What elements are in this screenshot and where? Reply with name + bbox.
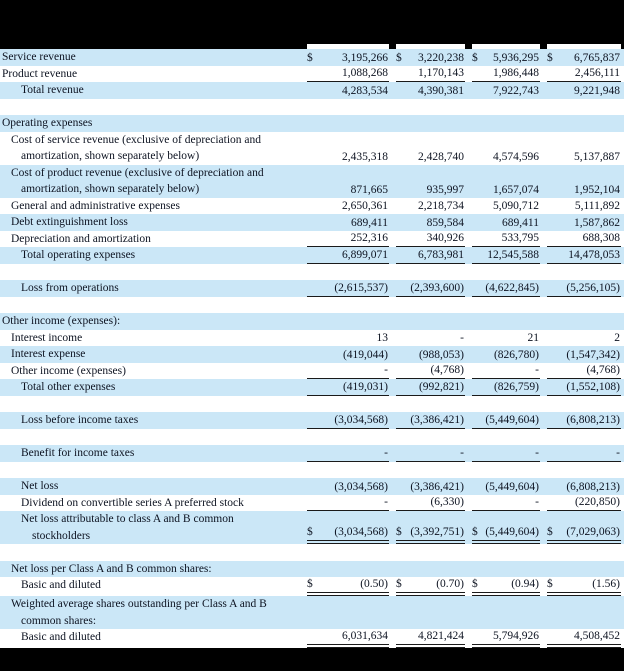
dollar-sign: $ [472, 51, 478, 64]
value-text: (3,386,421) [410, 413, 464, 426]
value-text: 5,794,926 [493, 630, 539, 642]
value-text: 2,435,318 [342, 150, 388, 163]
row-label [0, 231, 300, 248]
table-row [0, 280, 624, 297]
value-cell [547, 248, 621, 264]
value-cell [396, 413, 465, 429]
value-cell [396, 480, 465, 495]
value-text: 2,218,734 [418, 200, 464, 212]
table-row [0, 231, 624, 248]
value-cell [472, 413, 540, 429]
value-text: 1,986,448 [493, 67, 539, 79]
value-cell [307, 281, 389, 297]
table-row [0, 379, 624, 396]
row-label [0, 596, 621, 629]
row-label-line: Other income (expenses): [2, 315, 121, 327]
value-cell [472, 51, 540, 66]
row-label [0, 412, 300, 429]
value-cell [307, 84, 389, 99]
value-cell [396, 183, 465, 198]
table-row [0, 214, 624, 231]
value-text: 9,221,948 [574, 84, 620, 97]
row-label [0, 577, 300, 596]
row-label-line: Basic and diluted [21, 631, 101, 643]
value-text: (4,622,845) [485, 281, 539, 294]
value-cell [547, 348, 621, 363]
dollar-sign: $ [307, 578, 313, 590]
row-label [0, 495, 300, 512]
row-label [0, 363, 300, 380]
value-cell [472, 216, 540, 231]
value-text: (3,386,421) [410, 480, 464, 493]
spacer-row [0, 99, 624, 116]
value-cell [396, 231, 465, 247]
value-cell [547, 150, 621, 165]
row-label-line: Net loss attributable to class A and B common [21, 513, 234, 525]
value-text: (4,768) [586, 364, 620, 376]
value-cell [396, 348, 465, 363]
value-cell [307, 413, 389, 429]
dollar-sign: $ [472, 526, 478, 538]
value-cell [472, 248, 540, 264]
row-label [0, 49, 300, 66]
value-cell [307, 150, 389, 165]
dollar-sign: $ [547, 526, 553, 538]
value-text: (826,780) [493, 348, 539, 361]
value-cell [547, 216, 621, 231]
row-label-line: General and administrative expenses [11, 199, 180, 212]
value-text: (1,547,342) [566, 348, 620, 361]
value-cell [396, 150, 465, 165]
value-cell [396, 331, 465, 346]
value-cell [396, 281, 465, 297]
value-text: (992,821) [418, 380, 464, 393]
table-row [0, 363, 624, 380]
value-text: 689,411 [502, 216, 539, 229]
value-text: 6,783,981 [418, 248, 464, 261]
dollar-sign: $ [307, 526, 313, 538]
value-text: 859,584 [426, 216, 464, 229]
row-label [0, 165, 300, 198]
value-cell [547, 480, 621, 495]
value-cell [472, 495, 540, 511]
value-text: 688,308 [582, 232, 620, 244]
value-cell [396, 629, 465, 648]
value-cell [396, 66, 465, 82]
value-cell [307, 480, 389, 495]
value-cell [396, 216, 465, 231]
value-cell [472, 231, 540, 247]
row-label-line: Service revenue [2, 51, 76, 63]
value-cell [547, 363, 621, 379]
value-cell [472, 348, 540, 363]
table-row [0, 313, 624, 330]
value-text: 5,936,295 [493, 51, 539, 64]
value-text: 1,170,143 [418, 67, 464, 79]
value-cell [547, 231, 621, 247]
value-text: (220,850) [574, 496, 620, 508]
value-cell [307, 199, 389, 214]
row-label-line: Benefit for income taxes [21, 447, 135, 459]
spacer-row [0, 429, 624, 446]
dollar-sign: $ [547, 51, 553, 64]
value-cell [472, 629, 540, 648]
value-cell [396, 248, 465, 264]
row-label-line: amortization, shown separately below) [21, 183, 200, 195]
value-text: - [460, 332, 464, 344]
value-cell [472, 525, 540, 544]
value-text: 5,137,887 [574, 150, 620, 163]
value-cell [307, 525, 389, 544]
row-label [0, 445, 300, 462]
value-text: 252,316 [350, 232, 388, 244]
value-cell [547, 525, 621, 544]
value-text: 935,997 [426, 183, 464, 196]
value-text: (4,768) [430, 364, 464, 376]
income-statement-table [0, 49, 624, 648]
row-label [0, 629, 300, 648]
table-row [0, 629, 624, 648]
value-text: (0.50) [360, 578, 388, 590]
value-cell [547, 495, 621, 511]
value-text: - [384, 496, 388, 508]
value-cell [472, 480, 540, 495]
row-label-line: Total operating expenses [21, 249, 136, 261]
table-row [0, 49, 624, 66]
row-label [0, 561, 621, 578]
value-text: 1,657,074 [493, 183, 539, 196]
row-label-line: Product revenue [2, 67, 78, 80]
value-text: (5,449,604) [485, 480, 539, 493]
table-row [0, 115, 624, 132]
value-text: (1,552,108) [566, 380, 620, 393]
value-text: (826,759) [493, 380, 539, 393]
row-label [0, 478, 300, 495]
value-text: - [535, 446, 539, 459]
row-label [0, 346, 300, 363]
value-cell [547, 629, 621, 648]
value-cell [307, 231, 389, 247]
table-row [0, 596, 624, 629]
row-label [0, 379, 300, 396]
value-text: 689,411 [351, 216, 388, 229]
dollar-sign: $ [472, 578, 478, 590]
value-cell [396, 495, 465, 511]
value-cell [547, 281, 621, 297]
value-cell [547, 66, 621, 82]
value-text: 4,390,381 [418, 84, 464, 97]
value-text: 1,587,862 [574, 216, 620, 229]
value-text: (1.56) [592, 578, 620, 590]
dollar-sign: $ [547, 578, 553, 590]
spacer-row [0, 297, 624, 314]
value-text: (6,330) [430, 496, 464, 508]
spacer-row [0, 544, 624, 561]
value-cell [472, 150, 540, 165]
value-text: (0.70) [436, 578, 464, 590]
value-text: 340,926 [426, 232, 464, 244]
row-label [0, 214, 300, 231]
row-label-line: Total other expenses [21, 381, 116, 393]
value-text: 21 [527, 332, 539, 344]
value-text: 5,090,712 [493, 200, 539, 212]
row-label [0, 198, 300, 215]
value-text: 2,428,740 [418, 150, 464, 163]
dollar-sign: $ [396, 578, 402, 590]
value-text: - [535, 496, 539, 508]
value-text: 14,478,053 [568, 248, 620, 261]
value-text: - [535, 364, 539, 376]
table-row [0, 82, 624, 99]
value-text: (6,808,213) [566, 480, 620, 493]
value-text: 1,952,104 [574, 183, 620, 196]
table-row [0, 66, 624, 83]
row-label [0, 247, 300, 264]
row-label-line: Loss before income taxes [21, 414, 139, 426]
table-row [0, 445, 624, 462]
row-label [0, 313, 621, 330]
value-text: 871,665 [350, 183, 388, 196]
spacer-row [0, 396, 624, 413]
row-label-line: Depreciation and amortization [11, 232, 151, 245]
row-label-line: stockholders [32, 529, 91, 542]
row-label [0, 115, 621, 132]
value-text: (0.94) [511, 578, 539, 590]
value-cell [396, 446, 465, 462]
value-cell [396, 51, 465, 66]
value-cell [307, 446, 389, 462]
value-text: (7,029,063) [566, 526, 620, 538]
row-label-line: Loss from operations [21, 282, 119, 294]
value-text: 4,821,424 [418, 630, 464, 642]
value-cell [307, 216, 389, 231]
row-label [0, 132, 300, 165]
row-label-line: amortization, shown separately below) [21, 150, 200, 162]
row-label-line: Net loss per Class A and B common shares: [11, 562, 212, 575]
value-text: (988,053) [418, 348, 464, 361]
value-text: - [384, 446, 388, 459]
value-text: 13 [376, 332, 388, 344]
value-text: 6,765,837 [574, 51, 620, 64]
value-text: (6,808,213) [566, 413, 620, 426]
row-label [0, 330, 300, 347]
table-row [0, 412, 624, 429]
value-text: 533,795 [501, 232, 539, 244]
value-text: - [616, 446, 620, 459]
row-label-line: Interest expense [11, 348, 86, 360]
value-text: 3,195,266 [342, 51, 388, 64]
value-text: 4,574,596 [493, 150, 539, 163]
row-label [0, 82, 300, 99]
value-cell [547, 331, 621, 346]
row-label [0, 66, 300, 83]
value-cell [307, 495, 389, 511]
bottom-black-bar [0, 648, 624, 671]
value-text: (5,449,604) [485, 526, 539, 538]
value-cell [472, 199, 540, 214]
value-cell [472, 183, 540, 198]
value-cell [307, 66, 389, 82]
table-row [0, 478, 624, 495]
row-label-line: Dividend on convertible series A preferred stock [21, 496, 244, 509]
row-label-line: Total revenue [21, 84, 84, 96]
value-text: 6,031,634 [342, 630, 388, 642]
row-label-line: common shares: [21, 614, 97, 627]
row-label-line: Other income (expenses) [11, 364, 126, 377]
table-row [0, 198, 624, 215]
value-cell [472, 331, 540, 346]
value-text: 7,922,743 [493, 84, 539, 97]
value-text: 12,545,588 [487, 248, 539, 261]
table-row [0, 577, 624, 596]
dollar-sign: $ [307, 51, 313, 64]
value-cell [307, 51, 389, 66]
table-row [0, 330, 624, 347]
row-label [0, 280, 300, 297]
value-cell [547, 183, 621, 198]
value-cell [547, 380, 621, 396]
value-cell [547, 51, 621, 66]
row-label-line: Basic and diluted [21, 579, 101, 591]
row-label-line: Debt extinguishment loss [11, 216, 128, 228]
spacer-row [0, 264, 624, 281]
value-cell [396, 525, 465, 544]
dollar-sign: $ [396, 51, 402, 64]
value-cell [472, 363, 540, 379]
value-text: 4,283,534 [342, 84, 388, 97]
value-cell [396, 199, 465, 214]
value-cell [547, 577, 621, 596]
value-text: (3,392,751) [410, 526, 464, 538]
table-row [0, 561, 624, 578]
value-cell [307, 577, 389, 596]
value-cell [472, 446, 540, 462]
value-cell [307, 248, 389, 264]
value-cell [547, 84, 621, 99]
value-text: - [384, 364, 388, 376]
value-cell [472, 577, 540, 596]
value-cell [396, 380, 465, 396]
dollar-sign: $ [396, 526, 402, 538]
value-cell [547, 199, 621, 214]
value-cell [396, 363, 465, 379]
value-text: 2,456,111 [574, 67, 620, 79]
row-label-line: Cost of service revenue (exclusive of depreciation and [11, 133, 262, 146]
value-text: (3,034,568) [334, 526, 388, 538]
table-row [0, 165, 624, 198]
value-text: (2,393,600) [410, 281, 464, 294]
value-text: 5,111,892 [574, 200, 620, 212]
value-text: (419,031) [342, 380, 388, 393]
value-cell [472, 281, 540, 297]
value-cell [307, 363, 389, 379]
value-cell [307, 629, 389, 648]
table-row [0, 247, 624, 264]
value-cell [472, 380, 540, 396]
value-text: - [460, 446, 464, 459]
value-text: 1,088,268 [342, 67, 388, 79]
row-label-line: Weighted average shares outstanding per Class A and B [11, 598, 267, 610]
value-cell [396, 577, 465, 596]
value-cell [472, 66, 540, 82]
value-cell [307, 331, 389, 346]
value-text: (5,256,105) [566, 281, 620, 294]
value-text: 4,508,452 [574, 630, 620, 642]
table-row [0, 511, 624, 544]
value-cell [307, 380, 389, 396]
value-cell [547, 413, 621, 429]
value-cell [472, 84, 540, 99]
table-row [0, 495, 624, 512]
spacer-row [0, 462, 624, 479]
table-row [0, 132, 624, 165]
value-text: (419,044) [342, 348, 388, 361]
table-row [0, 346, 624, 363]
value-text: 2 [614, 332, 620, 344]
value-cell [307, 183, 389, 198]
value-text: (3,034,568) [334, 413, 388, 426]
row-label-line: Operating expenses [2, 117, 93, 129]
value-text: 6,899,071 [342, 248, 388, 261]
value-cell [547, 446, 621, 462]
top-black-bar [0, 0, 624, 49]
value-text: 2,650,361 [342, 200, 388, 212]
value-cell [307, 348, 389, 363]
row-label [0, 511, 300, 544]
value-text: (3,034,568) [334, 480, 388, 493]
value-cell [396, 84, 465, 99]
value-text: 3,220,238 [418, 51, 464, 64]
row-label-line: Cost of product revenue (exclusive of depreciation and [11, 166, 264, 179]
row-label-line: Interest income [11, 331, 83, 344]
row-label-line: Net loss [21, 480, 59, 492]
value-text: (5,449,604) [485, 413, 539, 426]
value-text: (2,615,537) [334, 281, 388, 294]
